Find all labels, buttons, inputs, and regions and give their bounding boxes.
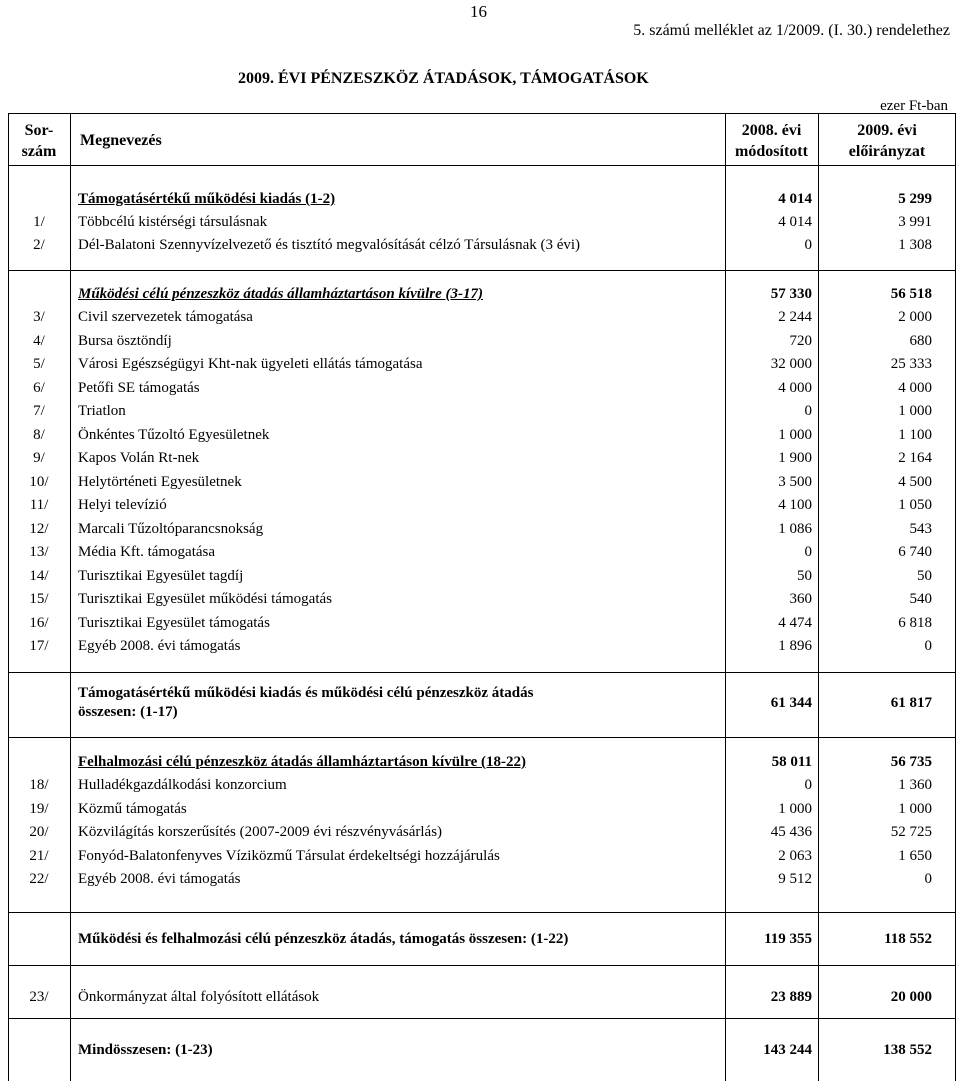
table-row — [8, 565, 956, 588]
value-2008: 119 355 — [764, 931, 812, 947]
section-heading-row — [8, 283, 956, 306]
row-label: Fonyód-Balatonfenyves Víziközmű Társulat érdekeltségi hozzájárulás — [78, 847, 500, 864]
value-2009: 1 308 — [898, 237, 932, 253]
row-divider — [8, 270, 956, 271]
value-2008: 45 436 — [770, 824, 812, 840]
row-label: Marcali Tűzoltóparancsnokság — [78, 520, 264, 537]
value-2009: 25 333 — [890, 356, 932, 372]
table-row — [8, 518, 956, 541]
value-2008: 32 000 — [770, 356, 812, 372]
row-label: Többcélú kistérségi társulásnak — [78, 214, 268, 230]
section-heading: Felhalmozási célú pénzeszköz átadás államháztartáson kívülre (18-22) — [78, 754, 527, 770]
value-2008: 1 896 — [778, 638, 812, 654]
value-2009: 2 164 — [898, 450, 932, 466]
value-2008: 0 — [804, 544, 812, 560]
value-2008: 61 344 — [770, 695, 812, 711]
table-row — [8, 424, 956, 447]
value-2008: 143 244 — [763, 1042, 812, 1058]
row-number: 14/ — [29, 567, 49, 584]
value-2009: 20 000 — [890, 989, 932, 1005]
value-2009: 680 — [909, 332, 932, 349]
value-2009: 1 000 — [898, 403, 932, 419]
value-2008: 1 086 — [778, 520, 812, 537]
grand-total-row — [8, 1039, 956, 1062]
table-row — [8, 541, 956, 564]
row-number: 7/ — [33, 403, 45, 419]
value-2009: 540 — [909, 591, 932, 607]
annex-reference: 5. számú melléklet az 1/2009. (I. 30.) rendelethez — [633, 22, 950, 39]
value-2009: 118 552 — [884, 931, 932, 947]
row-label: Turisztikai Egyesület támogatás — [78, 614, 270, 631]
value-2009: 52 725 — [890, 824, 932, 840]
row-number: 15/ — [29, 591, 49, 607]
row-number: 18/ — [29, 777, 49, 793]
row-label: Petőfi SE támogatás — [78, 379, 200, 396]
value-2009: 543 — [909, 520, 932, 537]
row-label: Egyéb 2008. évi támogatás — [78, 871, 241, 887]
value-2008: 4 474 — [778, 614, 812, 631]
value-2008: 23 889 — [770, 989, 812, 1005]
row-divider — [8, 672, 956, 673]
value-2008: 360 — [789, 591, 812, 607]
value-2009: 1 360 — [898, 777, 932, 793]
row-number: 9/ — [33, 450, 45, 466]
value-2008: 3 500 — [778, 473, 812, 490]
row-label: Városi Egészségügyi Kht-nak ügyeleti ellátás támogatása — [78, 356, 423, 372]
row-number: 23/ — [29, 989, 49, 1005]
row-label: Egyéb 2008. évi támogatás — [78, 638, 241, 654]
value-2008: 4 014 — [778, 191, 812, 207]
value-2008: 4 000 — [778, 379, 812, 396]
row-label: Média Kft. támogatása — [78, 544, 216, 560]
value-2009: 1 100 — [898, 426, 932, 443]
row-label: Helyi televízió — [78, 497, 167, 513]
column-header-no: Sor- szám — [21, 122, 57, 160]
table-row — [8, 612, 956, 635]
value-2008: 1 000 — [778, 800, 812, 817]
section-heading-row — [8, 188, 956, 211]
section-heading: Támogatásértékű működési kiadás (1-2) — [78, 191, 336, 207]
value-2009: 1 000 — [898, 800, 932, 817]
value-2009: 61 817 — [890, 695, 932, 711]
row-label: Triatlon — [78, 403, 126, 419]
value-2008: 4 014 — [778, 214, 812, 230]
table-row — [8, 211, 956, 234]
table-row — [8, 868, 956, 891]
value-2009: 138 552 — [883, 1042, 932, 1058]
value-2008: 9 512 — [778, 871, 812, 887]
table-row — [8, 494, 956, 517]
row-number: 19/ — [29, 800, 49, 817]
value-2009: 2 000 — [898, 309, 932, 325]
table-row — [8, 774, 956, 797]
page-number: 16 — [470, 2, 487, 21]
table-row — [8, 377, 956, 400]
row-label: Turisztikai Egyesület tagdíj — [78, 567, 244, 584]
value-2008: 4 100 — [778, 497, 812, 513]
value-2008: 1 000 — [778, 426, 812, 443]
table-row — [8, 986, 956, 1009]
table-row — [8, 635, 956, 658]
row-number: 2/ — [33, 237, 45, 253]
value-2008: 1 900 — [778, 450, 812, 466]
value-2009: 3 991 — [898, 214, 932, 230]
table-row — [8, 588, 956, 611]
row-label: Civil szervezetek támogatása — [78, 309, 253, 325]
column-header-2008: 2008. évi módosított — [735, 122, 808, 160]
table-row — [8, 330, 956, 353]
row-number: 13/ — [29, 544, 49, 560]
table-row — [8, 447, 956, 470]
value-2008: 2 244 — [778, 309, 812, 325]
row-number: 12/ — [29, 520, 49, 537]
subtotal-row — [8, 692, 956, 715]
value-2009: 50 — [917, 567, 932, 584]
table-row — [8, 306, 956, 329]
row-number: 17/ — [29, 638, 49, 654]
section-heading-row — [8, 751, 956, 774]
row-label: Kapos Volán Rt-nek — [78, 450, 200, 466]
table-row — [8, 845, 956, 868]
value-2008: 50 — [797, 567, 812, 584]
table-row — [8, 234, 956, 257]
value-2009: 4 000 — [898, 379, 932, 396]
row-label: Önkéntes Tűzoltó Egyesületnek — [78, 426, 270, 443]
value-2009: 1 650 — [898, 847, 932, 864]
value-2009: 56 518 — [890, 286, 932, 302]
row-label: Dél-Balatoni Szennyvízelvezető és tisztító megvalósítását célzó Társulásnak (3 évi) — [78, 237, 581, 253]
value-2009: 0 — [924, 638, 932, 654]
row-number: 21/ — [29, 847, 49, 864]
value-2009: 0 — [924, 871, 932, 887]
section-heading: Működési célú pénzeszköz átadás államháztartáson kívülre (3-17) — [78, 286, 484, 302]
unit-label: ezer Ft-ban — [880, 98, 948, 114]
value-2009: 56 735 — [890, 754, 932, 770]
row-divider — [8, 737, 956, 738]
row-number: 3/ — [33, 309, 45, 325]
row-divider — [8, 912, 956, 913]
value-2008: 2 063 — [778, 847, 812, 864]
value-2008: 720 — [789, 332, 812, 349]
table-row — [8, 821, 956, 844]
row-divider — [8, 165, 956, 166]
value-2009: 4 500 — [898, 473, 932, 490]
table-row — [8, 798, 956, 821]
grand-total-label: Mindösszesen: (1-23) — [78, 1042, 213, 1058]
value-2008: 0 — [804, 403, 812, 419]
row-number: 1/ — [33, 214, 45, 230]
row-divider — [8, 1018, 956, 1019]
value-2009: 5 299 — [898, 191, 932, 207]
page-title: 2009. ÉVI PÉNZESZKÖZ ÁTADÁSOK, TÁMOGATÁSOK — [238, 70, 649, 87]
value-2008: 57 330 — [770, 286, 812, 302]
row-label: Önkormányzat által folyósított ellátások — [78, 989, 320, 1005]
value-2008: 58 011 — [771, 754, 812, 770]
row-number: 5/ — [33, 356, 45, 372]
row-label: Közvilágítás korszerűsítés (2007-2009 évi részvényvásárlás) — [78, 824, 443, 840]
subtotal-label: Működési és felhalmozási célú pénzeszköz átadás, támogatás összesen: (1-22) — [78, 931, 569, 947]
row-divider — [8, 965, 956, 966]
row-number: 4/ — [33, 332, 45, 349]
value-2009: 6 740 — [898, 544, 932, 560]
table-row — [8, 400, 956, 423]
row-number: 11/ — [29, 497, 49, 513]
row-label: Hulladékgazdálkodási konzorcium — [78, 777, 287, 793]
row-number: 10/ — [29, 473, 49, 490]
row-number: 6/ — [33, 379, 45, 396]
column-header-name: Megnevezés — [80, 132, 162, 149]
column-header-2009: 2009. évi előirányzat — [848, 122, 926, 160]
subtotal-label: Támogatásértékű működési kiadás és működési célú pénzeszköz átadás összesen: (1-17) — [78, 685, 534, 720]
row-number: 16/ — [29, 614, 49, 631]
row-label: Bursa ösztöndíj — [78, 332, 172, 349]
row-number: 22/ — [29, 871, 49, 887]
table-row — [8, 471, 956, 494]
row-number: 20/ — [29, 824, 49, 840]
value-2008: 0 — [804, 777, 812, 793]
row-number: 8/ — [33, 426, 45, 443]
value-2009: 1 050 — [898, 497, 932, 513]
subtotal-row — [8, 928, 956, 951]
table-row — [8, 353, 956, 376]
value-2008: 0 — [804, 237, 812, 253]
value-2009: 6 818 — [898, 614, 932, 631]
row-label: Közmű támogatás — [78, 800, 187, 817]
row-label: Turisztikai Egyesület működési támogatás — [78, 591, 332, 607]
row-label: Helytörténeti Egyesületnek — [78, 473, 242, 490]
